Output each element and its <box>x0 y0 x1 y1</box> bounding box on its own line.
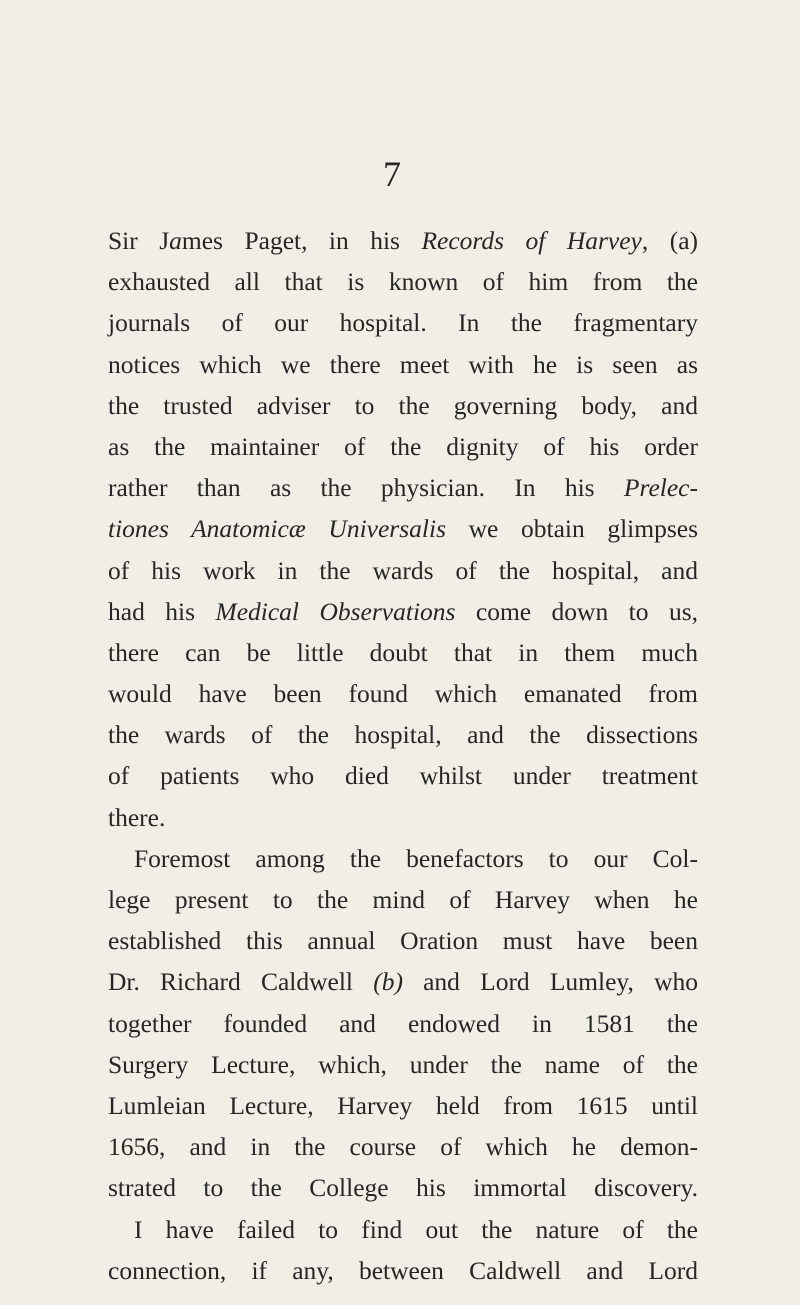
text-line: Surgery Lecture, which, under the name of the <box>108 1049 698 1079</box>
text-line: together founded and endowed in 1581 the <box>108 1008 698 1038</box>
text-line: strated to the College his immortal discovery. <box>108 1173 698 1203</box>
text-line: Sir James Paget, in his Records of Harvey, (a) <box>108 226 699 255</box>
text-line: of patients who died whilst under treatment <box>108 761 698 791</box>
text-line: would have been found which emanated from <box>108 679 698 709</box>
text-line: 1656, and in the course of which he demon- <box>108 1132 698 1162</box>
text-line: as the maintainer of the dignity of his order <box>108 431 698 461</box>
text-line: established this annual Oration must have been <box>108 926 698 956</box>
body-text <box>108 220 698 1291</box>
text-line: Foremost among the benefactors to our Col- <box>134 843 698 873</box>
text-line: I have failed to find out the nature of the <box>134 1214 698 1244</box>
text-line: had his Medical Observations come down to us, <box>108 596 698 626</box>
text-line: notices which we there meet with he is seen as <box>108 349 698 379</box>
text-line: rather than as the physician. In his Prelec- <box>108 473 698 503</box>
text-line: Lumleian Lecture, Harvey held from 1615 until <box>108 1090 698 1120</box>
text-line: there. <box>108 802 166 832</box>
text-line: Dr. Richard Caldwell (b) and Lord Lumley, who <box>108 967 698 997</box>
text-line: tiones Anatomicæ Universalis we obtain glimpses <box>108 514 699 544</box>
text-line: exhausted all that is known of him from the <box>108 267 698 297</box>
text-line: the wards of the hospital, and the dissections <box>108 720 698 750</box>
text-line: journals of our hospital. In the fragmentary <box>108 308 698 338</box>
text-line: connection, if any, between Caldwell and Lord <box>108 1255 698 1285</box>
text-line: there can be little doubt that in them much <box>108 637 698 667</box>
page-number: 7 <box>383 154 401 194</box>
text-line: of his work in the wards of the hospital, and <box>108 555 698 585</box>
text-line: lege present to the mind of Harvey when he <box>108 885 698 914</box>
text-line: the trusted adviser to the governing body, and <box>108 390 698 420</box>
